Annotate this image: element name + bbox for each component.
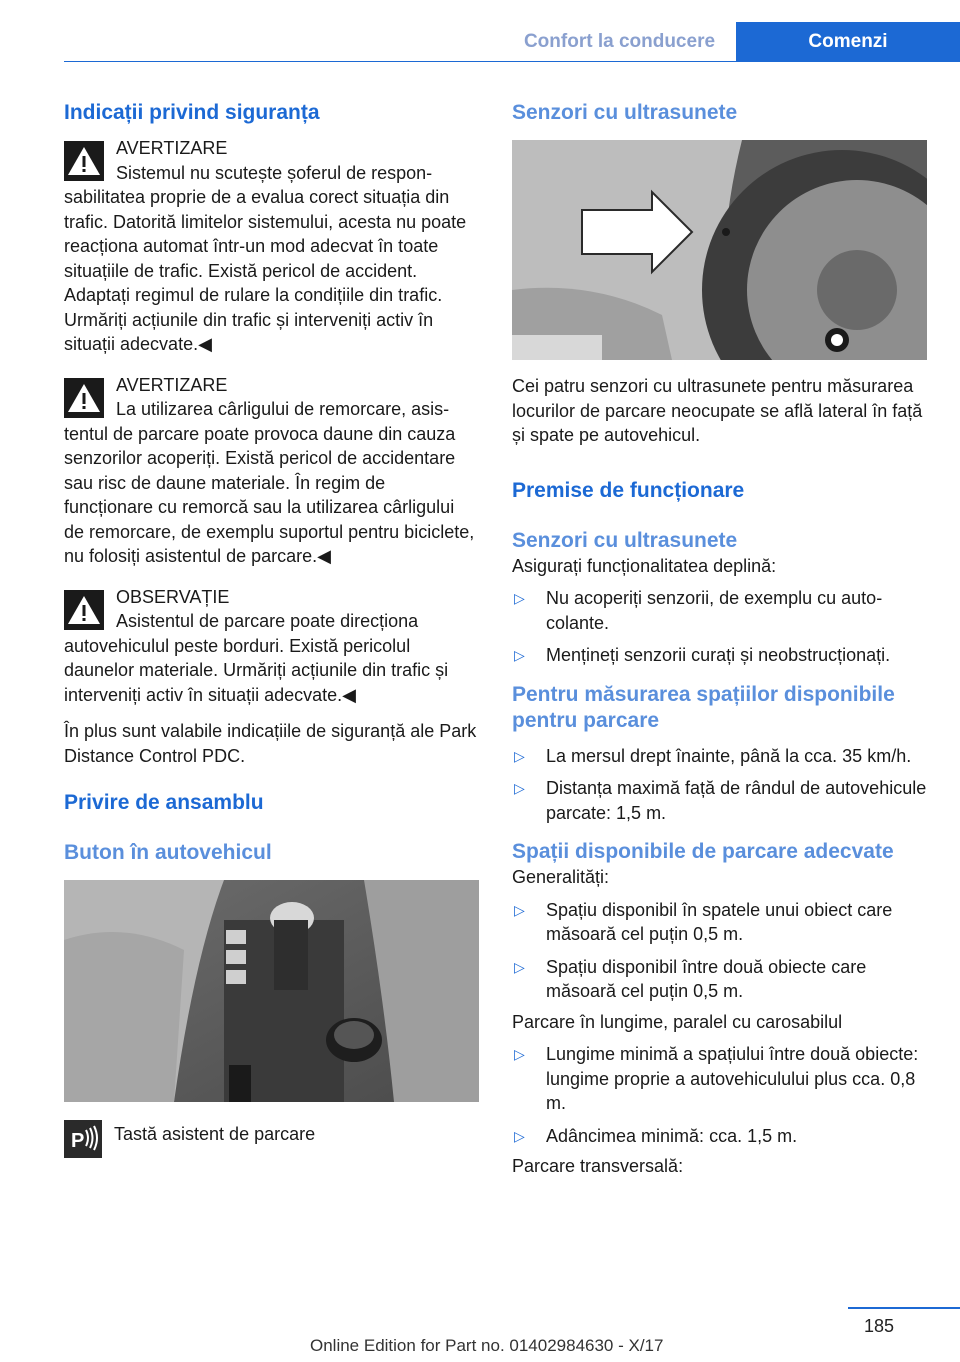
bullet-arrow-icon: ▷ bbox=[514, 901, 525, 918]
heading-premise: Premise de funcționare bbox=[512, 478, 745, 502]
paragraph-general: Generalități: bbox=[512, 867, 610, 887]
heading-spaces: Spații disponibile de parcare adecvate bbox=[512, 840, 894, 863]
warning-triangle-icon bbox=[64, 141, 104, 181]
bullet-arrow-icon: ▷ bbox=[514, 1127, 525, 1144]
warning-2-title: AVERTIZARE bbox=[116, 374, 228, 395]
footer-divider bbox=[848, 1307, 960, 1309]
bullet-arrow-icon: ▷ bbox=[514, 1046, 525, 1062]
bullet-arrow-icon: ▷ bbox=[514, 590, 525, 606]
header-divider bbox=[64, 61, 960, 62]
list-item-text: Lungime minimă a spațiului între două obiecte: lungime proprie a autovehiculului plus cca. 0,8 m. bbox=[546, 1044, 919, 1113]
notice-1-title: OBSERVAȚIE bbox=[116, 586, 230, 607]
list-item bbox=[512, 898, 927, 947]
warning-triangle-icon bbox=[64, 378, 104, 418]
header-tab-comfort[interactable]: Confort la conducere bbox=[503, 22, 736, 62]
heading-safety: Indicații privind siguranța bbox=[64, 101, 320, 124]
list-item bbox=[512, 744, 927, 769]
notice-1-text: Asistentul de parcare poate direcționa autovehiculul peste borduri. Există pericolul daunelor materiale. Urmăriți acțiunile din trafic și interveniți activ în situații adecvate.◀ bbox=[64, 611, 449, 705]
heading-sensors-2: Senzori cu ultrasunete bbox=[512, 528, 738, 552]
heading-button: Buton în autovehicul bbox=[64, 841, 272, 864]
paragraph-transversal: Parcare transversală: bbox=[512, 1156, 684, 1176]
paragraph-also-valid: În plus sunt valabile indicațiile de siguranță ale Park Distance Control PDC. bbox=[64, 721, 477, 766]
header-tab-controls[interactable]: Comenzi bbox=[736, 22, 960, 62]
list-item bbox=[512, 1124, 927, 1149]
list-item-text: La mersul drept înainte, până la cca. 35 km/h. bbox=[546, 745, 912, 766]
list-item-text: Nu acoperiți senzorii, de exemplu cu autocolante. bbox=[546, 588, 883, 633]
paragraph-sensors: Cei patru senzori cu ultrasunete pentru măsurarea locurilor de parcare neocupate se află lateral în față și spate pe autovehicul. bbox=[512, 376, 923, 445]
footer-edition: Online Edition for Part no. 01402984630 - X/17 bbox=[310, 1336, 664, 1355]
list-item-text: Spațiu disponibil între două obiecte care măsoară cel puțin 0,5 m. bbox=[546, 956, 867, 1001]
bullet-arrow-icon: ▷ bbox=[514, 958, 525, 975]
list-item bbox=[512, 776, 927, 825]
list-measure bbox=[512, 744, 927, 826]
left-column bbox=[64, 100, 479, 1158]
button-caption: Tastă asistent de parcare bbox=[114, 1124, 316, 1144]
warning-1 bbox=[64, 136, 479, 357]
warning-1-title: AVERTIZARE bbox=[116, 138, 228, 158]
list-longitudinal bbox=[512, 1042, 927, 1148]
right-column bbox=[512, 100, 927, 1179]
notice-triangle-icon bbox=[64, 590, 104, 630]
bullet-arrow-icon: ▷ bbox=[514, 747, 525, 764]
list-item-text: Adâncimea minimă: cca. 1,5 m. bbox=[546, 1125, 798, 1146]
heading-measure: Pentru măsurarea spațiilor disponibile pentru parcare bbox=[512, 682, 895, 732]
notice-1 bbox=[64, 585, 479, 708]
warning-2 bbox=[64, 373, 479, 569]
list-item bbox=[512, 586, 927, 635]
svg-text:P: P bbox=[71, 1130, 85, 1152]
list-item-text: Mențineți senzorii curați și neobstrucționați. bbox=[546, 645, 891, 665]
parking-assistant-icon bbox=[64, 1120, 102, 1158]
heading-sensors: Senzori cu ultrasunete bbox=[512, 101, 738, 124]
bullet-arrow-icon: ▷ bbox=[514, 647, 525, 663]
list-item bbox=[512, 1042, 927, 1116]
sensor-photo bbox=[512, 140, 927, 360]
paragraph-longitudinal: Parcare în lungime, paralel cu carosabilul bbox=[512, 1011, 843, 1032]
list-sensor-care bbox=[512, 586, 927, 668]
list-item-text: Distanța maximă față de rândul de autovehicule parcate: 1,5 m. bbox=[546, 778, 927, 823]
paragraph-ensure: Asigurați funcționalitatea deplină: bbox=[512, 555, 777, 576]
list-item bbox=[512, 955, 927, 1004]
button-caption-row bbox=[64, 1122, 479, 1152]
bullet-arrow-icon: ▷ bbox=[514, 780, 525, 796]
heading-overview: Privire de ansamblu bbox=[64, 791, 264, 814]
console-photo bbox=[64, 880, 479, 1102]
warning-1-text: Sistemul nu scutește șoferul de responsabilitatea proprie de a evalua corect situația din trafic. Datorită limitelor sistemului, acesta nu poate reacționa automat într-un mod adecvat în toate situațiile de trafic. Există pericol de accident. Adaptați regimul de rulare la condițiile din trafic. Urmăriți acțiunile din trafic și interveniți activ în situații adecvate.◀ bbox=[64, 162, 467, 354]
list-item bbox=[512, 643, 927, 668]
warning-2-text: La utilizarea cârligului de remorcare, asistentul de parcare poate provoca daune din cauza senzorilor acoperiți. Există pericol de accidentare sau risc de daune materiale. În regim de funcționare cu remorcă sau la utilizarea cârligului de remorcare, de exemplu suportul pentru biciclete, nu folosiți asistentul de parcare.◀ bbox=[64, 399, 475, 566]
page-number: 185 bbox=[864, 1316, 895, 1336]
list-general bbox=[512, 898, 927, 1004]
list-item-text: Spațiu disponibil în spatele unui obiect care măsoară cel puțin 0,5 m. bbox=[546, 899, 893, 944]
